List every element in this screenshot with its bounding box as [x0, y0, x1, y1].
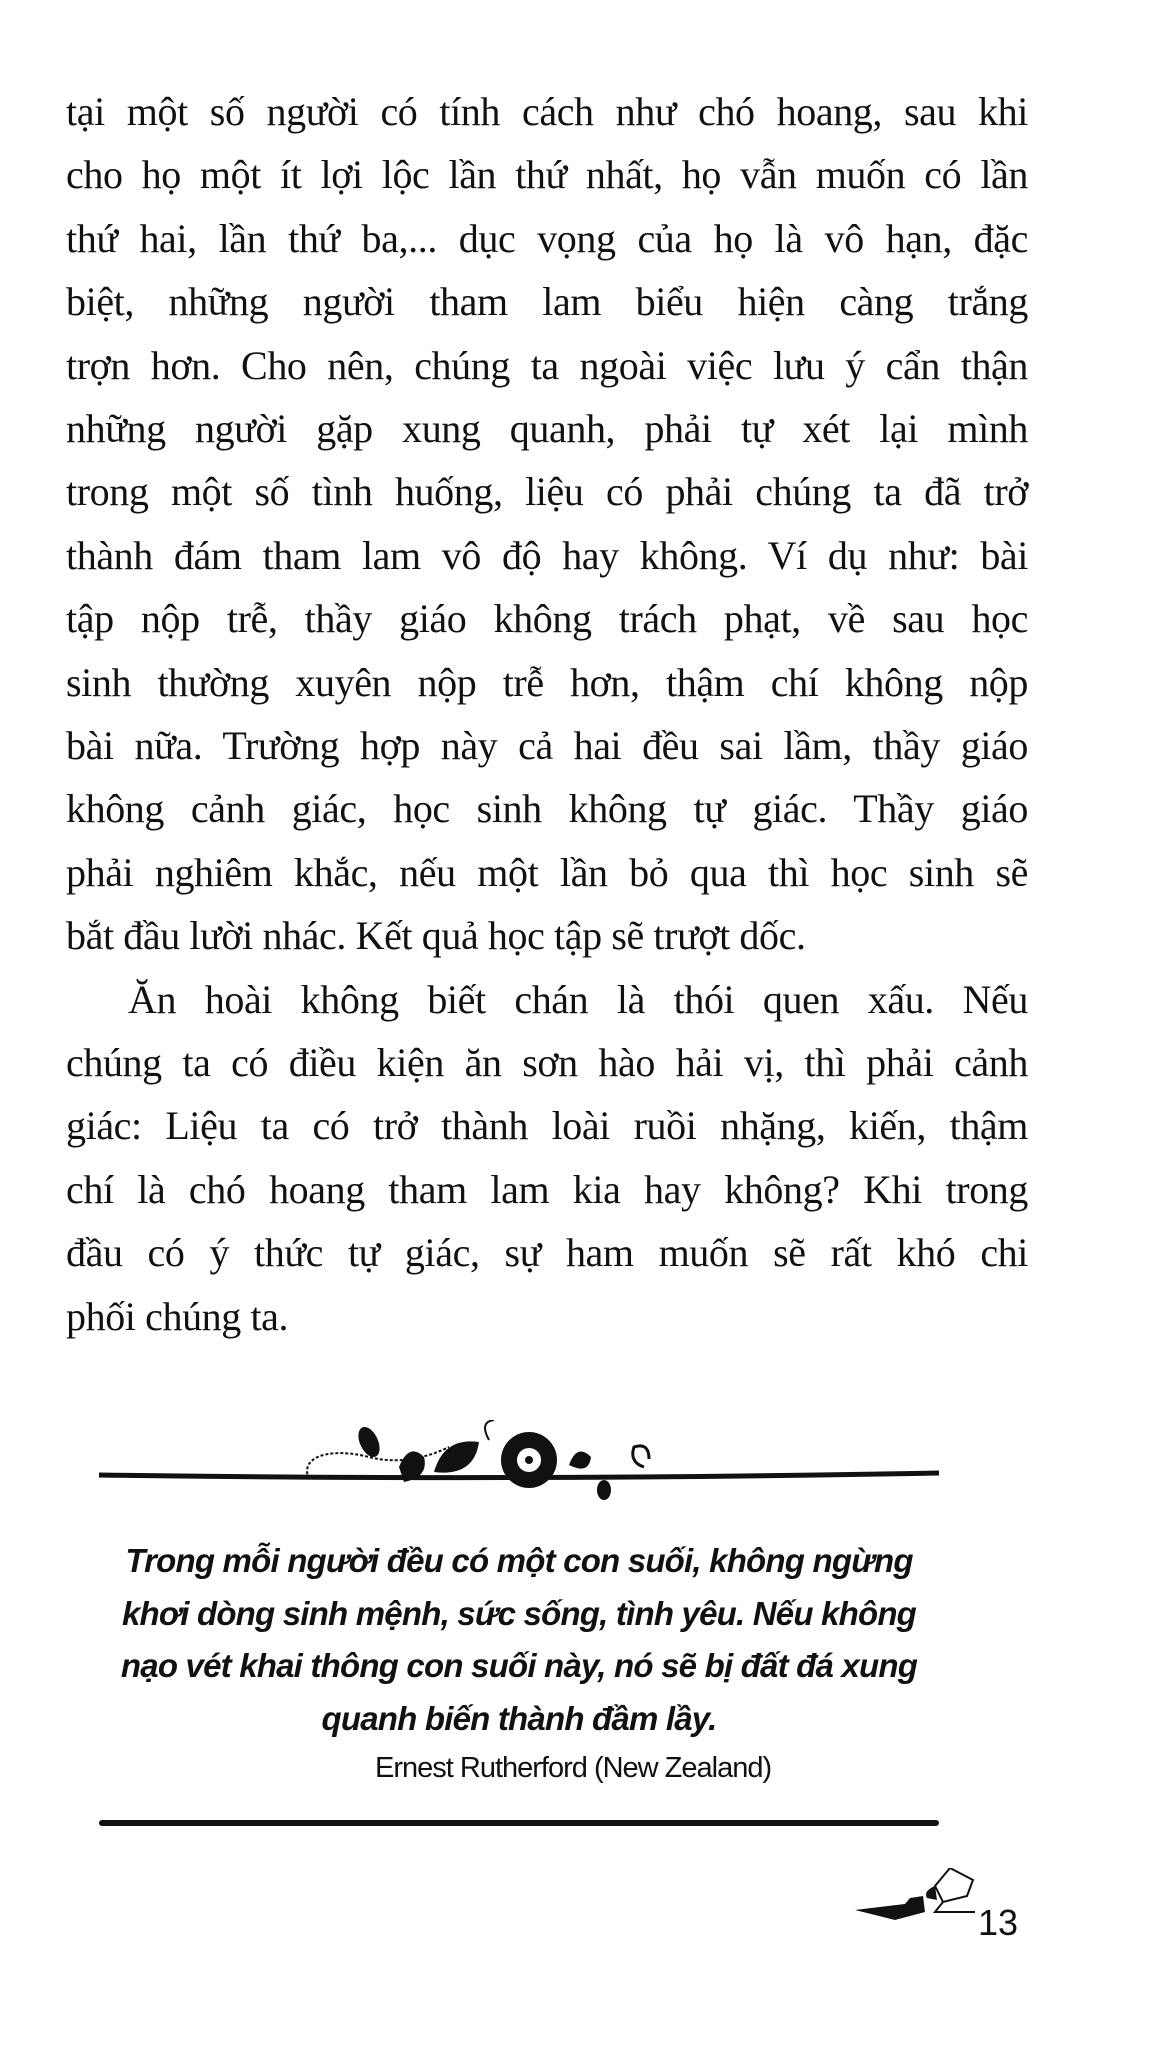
body-text-line: thành đám tham lam vô độ hay không. Ví dụ như: bài: [66, 532, 1028, 578]
bottom-rule: [99, 1820, 939, 1826]
quote-line: khơi dòng sinh mệnh, sức sống, tình yêu. Nếu không: [121, 1594, 917, 1632]
body-text-line: trợn hơn. Cho nên, chúng ta ngoài việc lưu ý cẩn thận: [66, 342, 1028, 388]
body-text-line: không cảnh giác, học sinh không tự giác. Thầy giáo: [66, 786, 1028, 832]
body-text-line: cho họ một ít lợi lộc lần thứ nhất, họ vẫn muốn có lần: [66, 152, 1028, 198]
body-text-line: phối chúng ta.: [66, 1293, 289, 1339]
body-text-line: Ăn hoài không biết chán là thói quen xấu. Nếu: [128, 976, 1028, 1022]
body-text-line: sinh thường xuyên nộp trễ hơn, thậm chí không nộp: [66, 659, 1028, 705]
body-text-line: bắt đầu lười nhác. Kết quả học tập sẽ trượt dốc.: [66, 913, 806, 959]
quote-attribution: Ernest Rutherford (New Zealand): [375, 1752, 772, 1784]
body-text-line: biệt, những người tham lam biểu hiện càng trắng: [66, 279, 1028, 325]
body-text-line: bài nữa. Trường hợp này cả hai đều sai lầm, thầy giáo: [66, 723, 1028, 768]
body-text-line: chí là chó hoang tham lam kia hay không? Khi trong: [66, 1166, 1028, 1212]
quote-line: nạo vét khai thông con suối này, nó sẽ bị đất đá xung: [120, 1647, 918, 1685]
page-number-ornament-icon: [855, 1868, 975, 1928]
body-text-line: chúng ta có điều kiện ăn sơn hào hải vị, thì phải cảnh: [66, 1040, 1028, 1085]
body-text-line: đầu có ý thức tự giác, sự ham muốn sẽ rất khó chi: [66, 1230, 1028, 1276]
body-text-line: tại một số người có tính cách như chó hoang, sau khi: [66, 89, 1028, 134]
body-text-line: phải nghiêm khắc, nếu một lần bỏ qua thì học sinh sẽ: [66, 849, 1028, 895]
body-text-line: giác: Liệu ta có trở thành loài ruồi nhặng, kiến, thậm: [66, 1103, 1028, 1149]
body-text-line: những người gặp xung quanh, phải tự xét lại mình: [66, 406, 1028, 451]
body-text-line: trong một số tình huống, liệu có phải chúng ta đã trở: [66, 469, 1028, 515]
quote-line: Trong mỗi người đều có một con suối, không ngừng: [125, 1542, 913, 1579]
body-text-line: tập nộp trễ, thầy giáo không trách phạt, về sau học: [66, 596, 1028, 642]
page-number: 13: [978, 1902, 1019, 1943]
floral-ornament-icon: [99, 1420, 939, 1515]
quote-line: quanh biến thành đầm lầy.: [321, 1700, 717, 1738]
body-text-line: thứ hai, lần thứ ba,... dục vọng của họ là vô hạn, đặc: [66, 215, 1028, 261]
